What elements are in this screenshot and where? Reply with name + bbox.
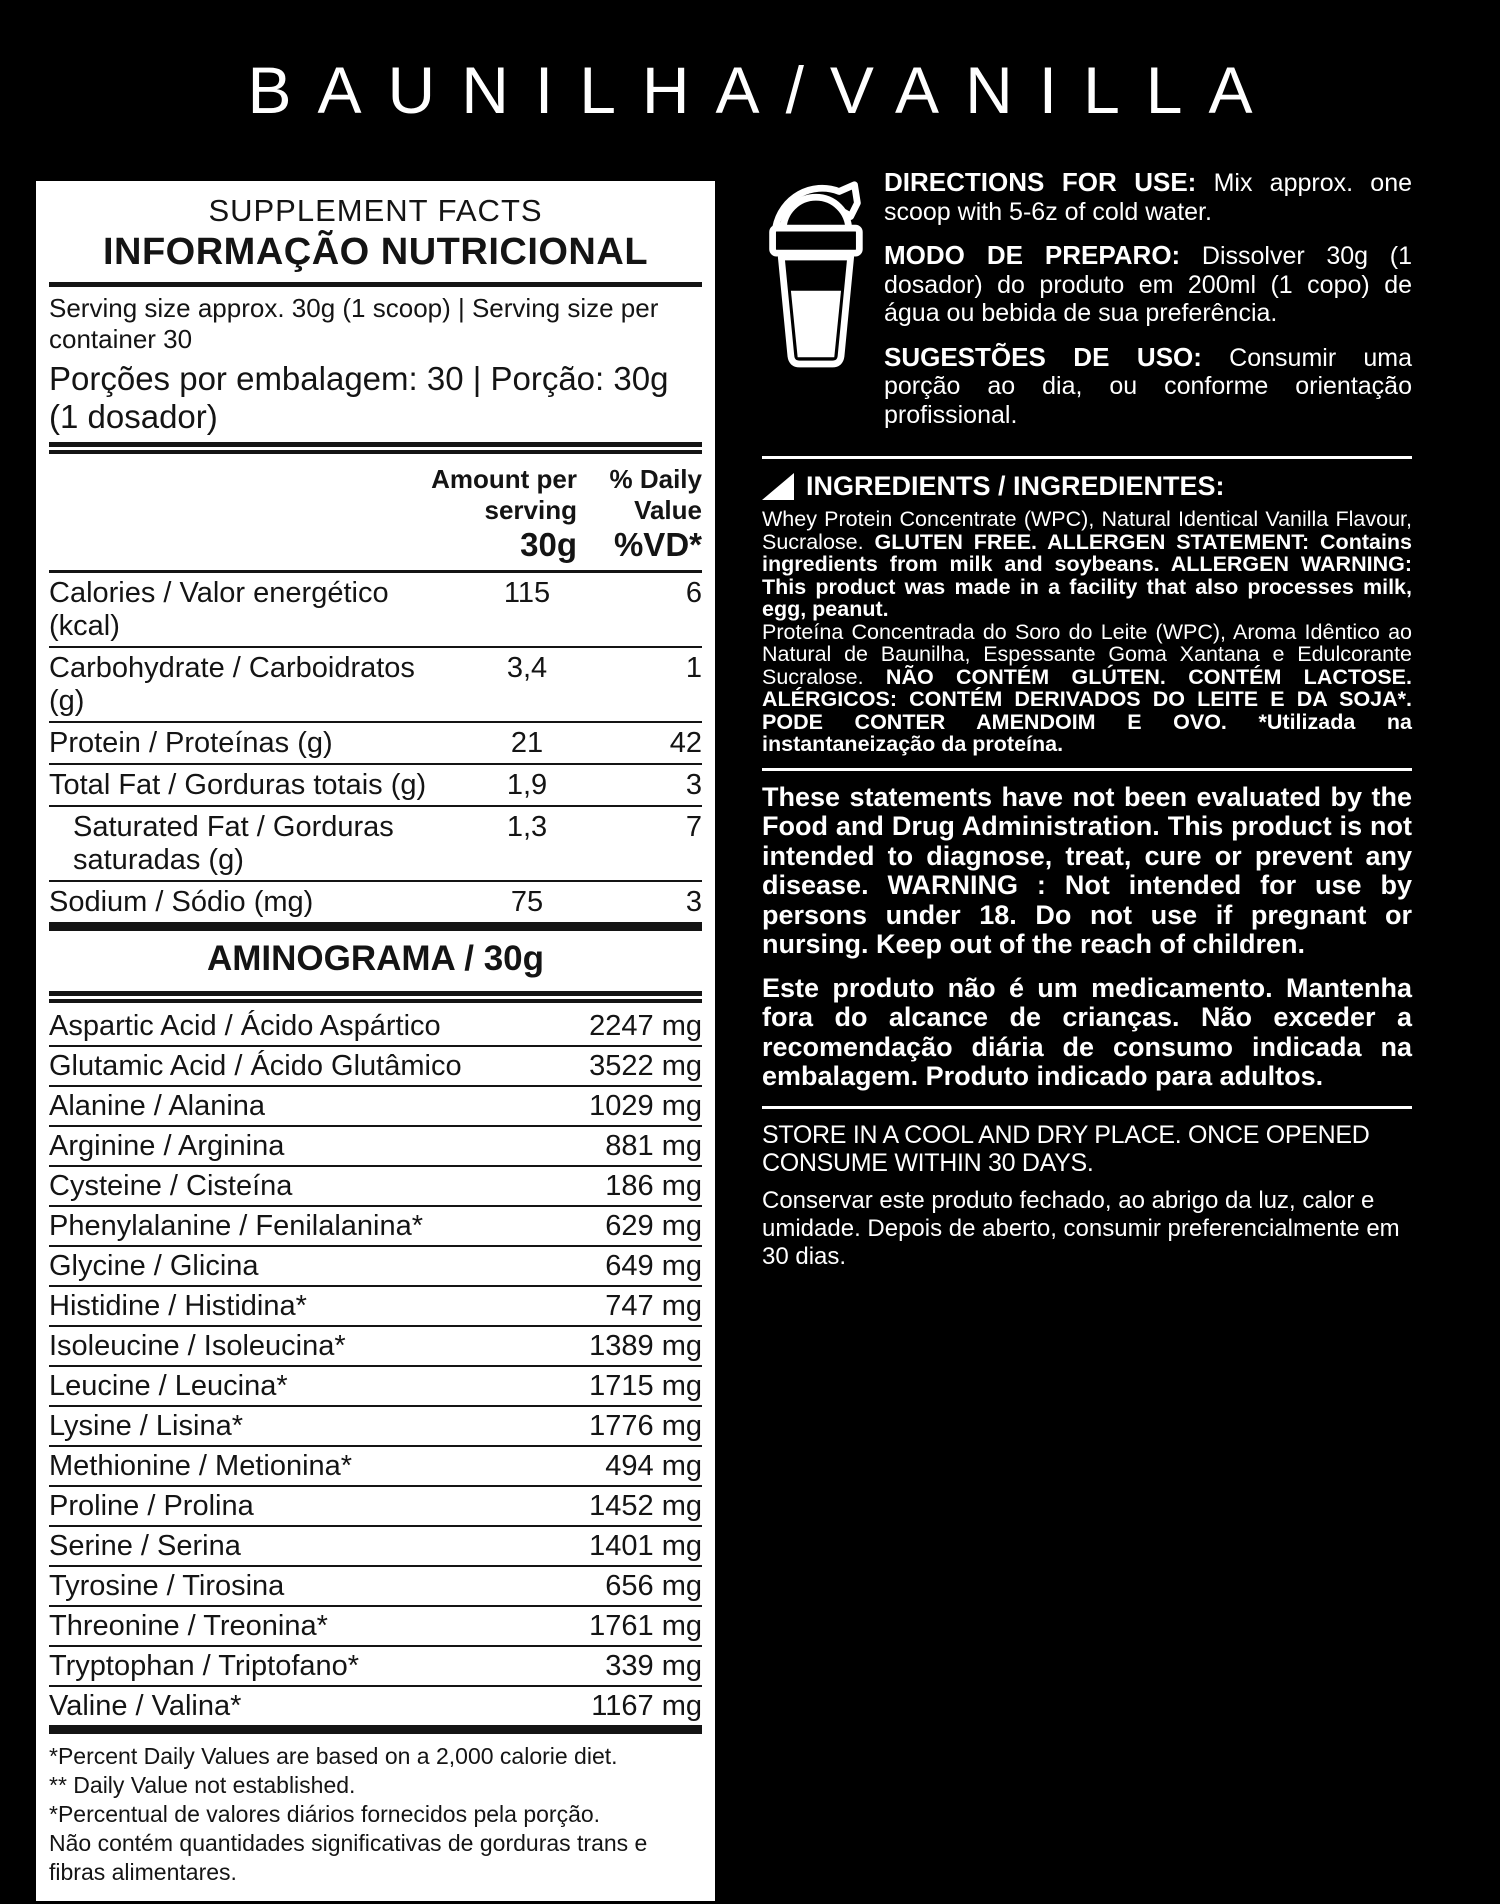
amino-value: 656 mg [605,1570,702,1602]
separator [762,768,1412,771]
nutrient-row [49,573,702,648]
amino-row [49,1367,702,1407]
page-title: BAUNILHA/VANILLA [247,53,1279,127]
separator [762,456,1412,459]
nutrient-label: Calories / Valor energético (kcal) [49,577,389,642]
nutrient-daily-value: 6 [685,577,702,609]
serving-size-en: Serving size approx. 30g (1 scoop) | Serving size per container 30 [49,293,659,354]
amino-row [49,1287,702,1327]
amino-label: Glycine / Glicina [49,1250,259,1282]
amino-rows [49,1007,702,1725]
direction-heading: MODO DE PREPARO: [884,240,1181,270]
amino-row [49,1167,702,1207]
aminogram-title: AMINOGRAMA / 30g [206,939,545,978]
amino-value: 2247 mg [589,1010,702,1042]
directions-section [762,168,1412,444]
separator [762,1106,1412,1109]
divider-double [49,991,702,1003]
triangle-icon [762,473,794,500]
direction-paragraph [884,168,1412,226]
amino-label: Arginine / Arginina [49,1130,285,1162]
nutrient-rows [49,573,702,922]
amino-value: 494 mg [605,1450,702,1482]
direction-paragraph [884,343,1412,430]
statement-en: These statements have not been evaluated by the Food and Drug Administration. This product is not intended to diagnose, treat, cure or prevent any disease. WARNING : Not intended for use by persons under 18. Do not use if pregnant or nursing. Keep out of the reach of children. [762,781,1412,959]
amino-value: 1167 mg [591,1690,702,1722]
amino-row [49,1567,702,1607]
nutrient-amount: 21 [510,727,544,759]
amino-label: Aspartic Acid / Ácido Aspártico [49,1010,441,1042]
amino-row [49,1247,702,1287]
thick-divider [49,922,702,931]
column-header-amount [402,464,577,564]
nutrient-label: Carbohydrate / Carboidratos (g) [49,652,415,717]
amino-label: Methionine / Metionina* [49,1450,353,1482]
ingredients-pt [762,621,1412,756]
amino-row [49,1687,702,1725]
nutrient-row [49,648,702,723]
table-column-headers [49,458,702,573]
ingredients-heading [762,471,1412,502]
nutrient-daily-value: 42 [669,727,702,759]
amino-value: 747 mg [605,1290,702,1322]
amino-label: Leucine / Leucina* [49,1370,288,1402]
nutrient-row [49,807,702,882]
ingredients-en-regular: Whey Protein Concentrate (WPC), Natural Identical Vanilla Flavour, Sucralose. [762,507,1412,554]
direction-heading: SUGESTÕES DE USO: [884,341,1202,372]
thick-divider [49,1725,702,1734]
right-column [762,168,1412,1281]
storage-pt: Conservar este produto fechado, ao abrigo da luz, calor e umidade. Depois de aberto, consumir preferencialmente em 30 dias. [762,1186,1400,1270]
amino-row [49,1447,702,1487]
ingredients-en-bold: GLUTEN FREE. ALLERGEN STATEMENT: Contains ingredients from milk and soybeans. ALLERGEN WARNING: This product was made in a facility that also processes milk, egg, peanut. [762,529,1413,621]
amino-label: Glutamic Acid / Ácido Glutâmico [49,1050,462,1082]
nutrient-label: Protein / Proteínas (g) [49,727,333,759]
amino-value: 3522 mg [589,1050,702,1082]
amino-label: Cysteine / Cisteína [49,1170,293,1202]
footnote: ** Daily Value not established. [49,1772,356,1798]
ingredients-pt-regular: Proteína Concentrada do Soro do Leite (WPC), Aroma Idêntico ao Natural de Baunilha, Espessante Goma Xantana e Edulcorante Sucralose. [762,619,1412,689]
amino-row [49,1007,702,1047]
amino-label: Isoleucine / Isoleucina* [49,1330,346,1362]
amino-label: Threonine / Treonina* [49,1610,328,1642]
nutrient-daily-value: 1 [685,652,702,684]
amino-label: Proline / Prolina [49,1490,254,1522]
amino-label: Valine / Valina* [49,1690,242,1722]
amino-label: Histidine / Histidina* [49,1290,307,1322]
amino-value: 881 mg [605,1130,702,1162]
amino-row [49,1647,702,1687]
amino-row [49,1487,702,1527]
amino-label: Serine / Serina [49,1530,241,1562]
amino-value: 1715 mg [589,1370,702,1402]
nutrient-amount: 1,9 [506,769,548,801]
direction-text: Dissolver 30g (1 dosador) do produto em 200ml (1 copo) de água ou bebida de sua preferência. [884,242,1412,327]
divider-double [49,442,702,454]
direction-text: Consumir uma porção ao dia, ou conforme orientação profissional. [884,343,1412,429]
nutrient-amount: 1,3 [506,811,548,843]
amino-value: 186 mg [605,1170,702,1202]
amino-value: 1761 mg [589,1610,702,1642]
nutrient-label: Sodium / Sódio (mg) [49,886,314,918]
amino-value: 339 mg [605,1650,702,1682]
amino-label: Phenylalanine / Fenilalanina* [49,1210,424,1242]
footnotes [49,1742,702,1887]
amino-row [49,1527,702,1567]
nutrient-amount: 3,4 [506,652,548,684]
amino-row [49,1327,702,1367]
amino-value: 1776 mg [589,1410,702,1442]
footnote: Não contém quantidades significativas de gorduras trans e fibras alimentares. [49,1830,648,1885]
direction-text: Mix approx. one scoop with 5-6z of cold water. [884,169,1412,226]
footnote: *Percent Daily Values are based on a 2,000 calorie diet. [49,1743,618,1769]
storage-en: STORE IN A COOL AND DRY PLACE. ONCE OPENED CONSUME WITHIN 30 DAYS. [762,1120,1370,1177]
ingredients-text [762,508,1412,756]
footnote: *Percentual de valores diários fornecidos pela porção. [49,1801,601,1827]
column-header-amount-line2: 30g [520,526,577,563]
amino-value: 1452 mg [589,1490,702,1522]
nutrient-row [49,723,702,765]
nutrient-daily-value: 3 [685,886,702,918]
nutrient-row [49,765,702,807]
statement-pt: Este produto não é um medicamento. Mantenha fora do alcance de crianças. Não exceder a recomendação diária de consumo indicada na embalagem. Produto indicado para adultos. [762,972,1412,1091]
ingredients-en [762,508,1412,621]
panel-title-pt: INFORMAÇÃO NUTRICIONAL [102,231,649,273]
column-header-dv [577,464,702,564]
spacer [49,464,402,564]
ingredients-heading-label: INGREDIENTS / INGREDIENTES: [806,471,1225,501]
column-header-dv-line2: %VD* [613,526,702,563]
amino-value: 1389 mg [589,1330,702,1362]
column-header-amount-line1: Amount per serving [431,464,577,525]
amino-row [49,1127,702,1167]
nutrient-amount: 75 [510,886,544,918]
amino-value: 1029 mg [589,1090,702,1122]
serving-size-pt: Porções por embalagem: 30 | Porção: 30g (1 dosador) [49,360,669,435]
column-header-dv-line1: % Daily Value [609,464,702,525]
amino-row [49,1607,702,1647]
amino-row [49,1087,702,1127]
nutrient-daily-value: 3 [685,769,702,801]
amino-value: 629 mg [605,1210,702,1242]
panel-title-en: SUPPLEMENT FACTS [208,193,543,228]
amino-label: Lysine / Lisina* [49,1410,243,1442]
amino-row [49,1407,702,1447]
nutrient-row [49,882,702,922]
divider [49,282,702,287]
nutrient-label: Saturated Fat / Gorduras saturadas (g) [73,811,394,876]
amino-label: Tyrosine / Tirosina [49,1570,285,1602]
amino-value: 1401 mg [589,1530,702,1562]
nutrient-label: Total Fat / Gorduras totais (g) [49,769,427,801]
direction-paragraph [884,241,1412,328]
amino-row [49,1207,702,1247]
amino-row [49,1047,702,1087]
shaker-icon [762,168,868,444]
amino-value: 649 mg [605,1250,702,1282]
nutrient-daily-value: 7 [685,811,702,843]
amino-label: Alanine / Alanina [49,1090,266,1122]
legal-statements [762,783,1412,1092]
directions-paragraphs [884,168,1412,444]
storage-section [762,1121,1412,1271]
supplement-facts-panel [33,178,718,1904]
ingredients-pt-bold: NÃO CONTÉM GLÚTEN. CONTÉM LACTOSE. ALÉRGICOS: CONTÉM DERIVADOS DO LEITE E DA SOJA*. PODE CONTER AMENDOIM E OVO. *Utilizada na instantaneização da proteína. [762,664,1412,756]
nutrient-amount: 115 [503,577,551,609]
amino-label: Tryptophan / Triptofano* [49,1650,360,1682]
direction-heading: DIRECTIONS FOR USE: [884,167,1197,197]
